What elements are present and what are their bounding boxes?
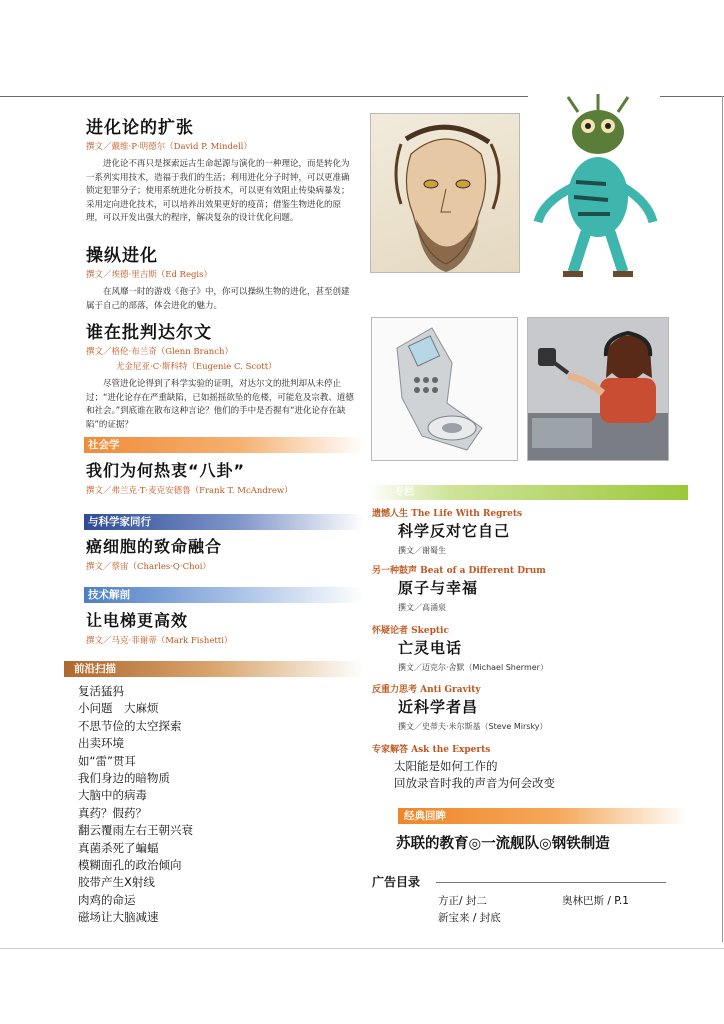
column-category: 遗憾人生 The Life With Regrets [372,509,523,519]
column-author: 撰文／谢蜀生 [398,546,446,555]
ad-item[interactable]: 方正/ 封二 [438,895,487,907]
scientist-title[interactable]: 癌细胞的致命融合 [86,537,223,556]
column-entry-1[interactable] [372,506,702,556]
ads-rule [436,882,666,883]
alien-creature-image [528,92,660,282]
frontier-item[interactable]: 不思节俭的太空探索 [78,718,182,733]
frontier-item[interactable]: 如“雷”贯耳 [78,753,136,768]
section-band-social: 社会学 [84,437,364,453]
feature-article-1[interactable] [86,113,354,226]
column-entry-3[interactable] [372,623,702,673]
feature-article-2[interactable] [86,241,354,313]
section-band-frontier: 前沿扫描 [64,661,364,677]
section-band-tech: 技术解剖 [84,587,364,603]
feature-title[interactable]: 操纵进化 [86,246,158,266]
column-entry-2[interactable] [372,563,702,613]
social-byline: 撰文／弗兰克·T·麦克安德鲁（Frank T. McAndrew） [86,486,293,496]
feature-byline: 撰文／格伦·布兰奇（Glenn Branch） [86,347,233,357]
column-title[interactable]: 原子与幸福 [398,579,479,597]
feature-byline: 撰文／埃德·里吉斯（Ed Regis） [86,270,213,280]
column-category: 反重力思考 Anti Gravity [372,685,481,695]
feature-title[interactable]: 谁在批判达尔文 [86,323,212,343]
column-category: 怀疑论者 Skeptic [372,626,449,636]
frontier-item[interactable]: 真菌杀死了蝙蝠 [78,840,159,855]
column-author: 撰文／高涌泉 [398,603,446,612]
experts-question[interactable]: 回放录音时我的声音为何会改变 [394,776,555,790]
bottom-rule [0,948,724,949]
frontier-item[interactable]: 我们身边的暗物质 [78,771,170,786]
feature-title[interactable]: 进化论的扩张 [86,118,194,138]
feature-summary: 在风靡一时的游戏《孢子》中，你可以操纵生物的进化，甚至创建属于自己的部落，体会进化的魅力。 [86,287,350,311]
column-entry-4[interactable] [372,682,702,732]
frontier-item[interactable]: 模糊面孔的政治倾向 [78,858,182,873]
experts-question[interactable]: 太阳能是如何工作的 [394,759,498,773]
right-rule [722,96,723,942]
column-title[interactable]: 亡灵电话 [398,639,463,657]
social-title[interactable]: 我们为何热衷“八卦” [86,461,246,480]
ad-item[interactable]: 新宝来 / 封底 [438,912,501,924]
column-title[interactable]: 科学反对它自己 [398,522,511,540]
radio-presenter-image [527,317,669,461]
frontier-item[interactable]: 出卖环境 [78,736,124,751]
column-category: 另一种鼓声 Beat of a Different Drum [372,566,546,576]
futuristic-phone-image [371,317,518,461]
section-band-classic: 经典回眸 [398,808,688,824]
frontier-item[interactable]: 胶带产生X射线 [78,875,155,890]
frontier-item[interactable]: 翻云覆雨左右王朝兴衰 [78,823,193,838]
column-author: 撰文／史蒂夫·米尔斯基（Steve Mirsky） [398,722,548,731]
frontier-item[interactable]: 大脑中的病毒 [78,788,147,803]
feature-byline: 撰文／戴维·P·明德尔（David P. Mindell） [86,142,252,152]
ads-heading: 广告目录 [372,875,421,889]
experts-category: 专家解答 Ask the Experts [372,745,491,755]
frontier-item[interactable]: 真药？假药？ [78,805,147,820]
column-title[interactable]: 近科学者昌 [398,698,479,716]
frontier-list [78,683,193,927]
feature-byline-second: 尤金尼亚·C·斯科特（Eugenie C. Scott） [116,362,277,372]
darwin-sketch-image [370,113,520,273]
ask-experts[interactable] [372,742,702,792]
ad-item[interactable]: 奥林巴斯 / P.1 [562,895,629,907]
frontier-item[interactable]: 小问题 大麻烦 [78,701,159,716]
scientist-byline: 撰文／蔡宙（Charles·Q·Choi） [86,562,211,572]
section-band-column: 专栏 [368,485,688,500]
feature-summary: 进化论不再只是探索远古生命起源与演化的一种理论，而是转化为一系列实用技术，造福于我们的生活；利用进化分子时钟，可以更准确锁定犯罪分子；使用系统进化分析技术，可以更有效阻止传染病暴发；采用定向进化技术，可以培养出效果更好的疫苗；借鉴生物进化的原理，可以开发出强大的程序，解决复杂的设计优化问题。 [86,159,350,223]
tech-title[interactable]: 让电梯更高效 [86,611,189,630]
scientist-article[interactable] [86,534,222,572]
tech-article[interactable] [86,608,232,646]
frontier-item[interactable]: 肉鸡的命运 [78,892,136,907]
social-article[interactable] [86,458,293,496]
feature-article-3[interactable] [86,318,354,432]
column-author: 撰文／迈克尔·舍默（Michael Shermer） [398,663,548,672]
frontier-item[interactable]: 复活猛犸 [78,684,124,698]
feature-summary: 尽管进化论得到了科学实验的证明，对达尔文的批判却从未停止过；“进化论存在严重缺陷，已如摇摇欲坠的危楼，可能危及宗教、道德和社会。”到底谁在散布这种言论？他们的手中是否握有“进化论存在缺陷”的证据？ [86,379,354,430]
section-band-scientist: 与科学家同行 [84,514,364,530]
classic-title[interactable]: 苏联的教育◎一流舰队◎钢铁制造 [396,836,610,852]
tech-byline: 撰文／马克·菲谢蒂（Mark Fishetti） [86,636,233,646]
frontier-item[interactable]: 磁场让大脑减速 [78,910,159,925]
